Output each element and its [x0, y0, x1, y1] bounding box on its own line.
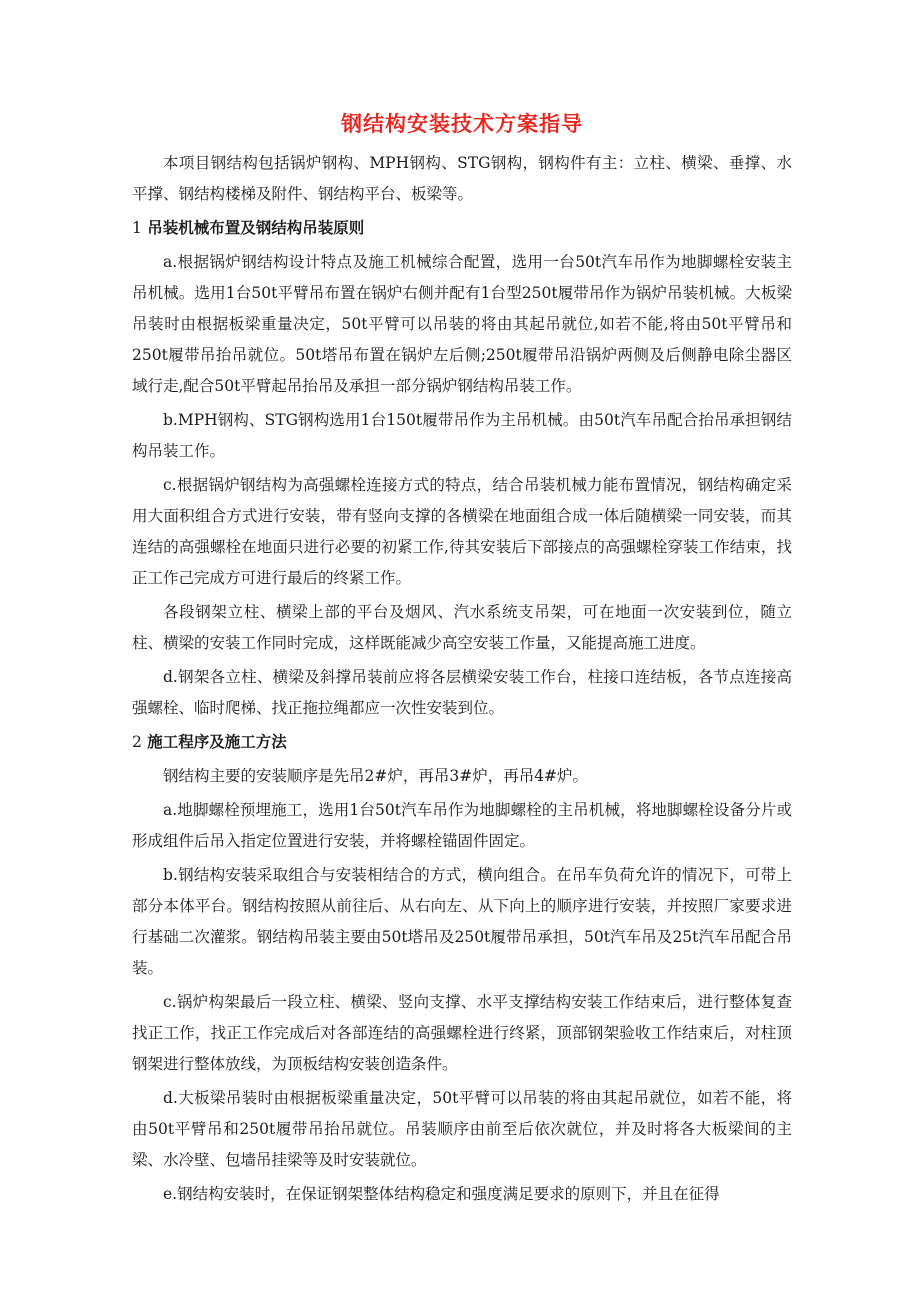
section-1-paragraph-b: b.MPH钢构、STG钢构选用1台150t履带吊作为主吊机械。由50t汽车吊配合抬吊承担钢结构吊装工作。 — [132, 411, 792, 460]
section-1-number: 1 — [132, 219, 142, 237]
section-1-paragraph-c: c.根据锅炉钢结构为高强螺栓连接方式的特点，结合吊装机械力能布置情况，钢结构确定采用大面积组合方式进行安装，带有竖向支撑的各横梁在地面组合成一体后随横梁一同安装，而其连结的高强螺栓在地面只进行必要的初紧工作,待其安装后下部接点的高强螺栓穿装工作结束，找正工作己完成方可进行最后的终紧工作。 — [132, 476, 792, 587]
intro-paragraph: 本项目钢结构包括锅炉钢构、MPH钢构、STG钢构，钢构件有主：立柱、横梁、垂撑、水平撑、钢结构楼梯及附件、钢结构平台、板梁等。 — [132, 154, 792, 203]
section-2-heading — [132, 727, 792, 758]
section-2-title: 施工程序及施工方法 — [147, 733, 287, 751]
section-1-title: 吊装机械布置及钢结构吊装原则 — [147, 219, 365, 237]
section-1-paragraph-d: d.钢架各立柱、横梁及斜撑吊装前应将各层横梁安装工作台，柱接口连结板，各节点连接高强螺栓、临时爬梯、找正拖拉绳都应一次性安装到位。 — [132, 668, 792, 717]
section-1-paragraph-a: a.根据锅炉钢结构设计特点及施工机械综合配置，选用一台50t汽车吊作为地脚螺栓安装主吊机械。选用1台50t平臂吊布置在锅炉右侧并配有1台型250t履带吊作为锅炉吊装机械。大板梁吊装时由根据板梁重量决定，50t平臂可以吊装的将由其起吊就位,如若不能,将由50t平臂吊和250t履带吊抬吊就位。50t塔吊布置在锅炉左后侧;250t履带吊沿锅炉两侧及后侧静电除尘器区域行走,配合50t平臂起吊抬吊及承担一部分锅炉钢结构吊装工作。 — [132, 253, 792, 395]
section-2-paragraph-b: b.钢结构安装采取组合与安装相结合的方式，横向组合。在吊车负荷允许的情况下，可带上部分本体平台。钢结构按照从前往后、从右向左、从下向上的顺序进行安装，并按照厂家要求进行基础二次灌浆。钢结构吊装主要由50t塔吊及250t履带吊承担，50t汽车吊及25t汽车吊配合吊装。 — [132, 866, 792, 977]
section-2-paragraph-a: a.地脚螺栓预埋施工，选用1台50t汽车吊作为地脚螺栓的主吊机械，将地脚螺栓设备分片或形成组件后吊入指定位置进行安装，并将螺栓锚固件固定。 — [132, 801, 792, 850]
section-2-paragraph-d: d.大板梁吊装时由根据板梁重量决定，50t平臂可以吊装的将由其起吊就位，如若不能，将由50t平臂吊和250t履带吊抬吊就位。吊装顺序由前至后依次就位，并及时将各大板梁间的主梁、水冷壁、包墙吊挂梁等及时安装就位。 — [132, 1089, 792, 1169]
section-1-heading — [132, 213, 792, 244]
section-1-paragraph-c2: 各段钢架立柱、横梁上部的平台及烟风、汽水系统支吊架，可在地面一次安装到位，随立柱、横梁的安装工作同时完成，这样既能减少高空安装工作量，又能提高施工进度。 — [132, 603, 792, 652]
section-2-paragraph-order: 钢结构主要的安装顺序是先吊2#炉，再吊3#炉，再吊4#炉。 — [163, 767, 589, 785]
section-2-paragraph-e: e.钢结构安装时，在保证钢架整体结构稳定和强度满足要求的原则下，并且在征得 — [163, 1185, 720, 1203]
section-2-number: 2 — [132, 733, 142, 751]
document-title: 钢结构安装技术方案指导 — [341, 112, 583, 136]
section-2-paragraph-c: c.锅炉构架最后一段立柱、横梁、竖向支撑、水平支撑结构安装工作结束后，进行整体复查找正工作，找正工作完成后对各部连结的高强螺栓进行终紧，顶部钢架验收工作结束后，对柱顶钢架进行整体放线，为顶板结构安装创造条件。 — [132, 993, 792, 1073]
document-page — [132, 108, 792, 1213]
